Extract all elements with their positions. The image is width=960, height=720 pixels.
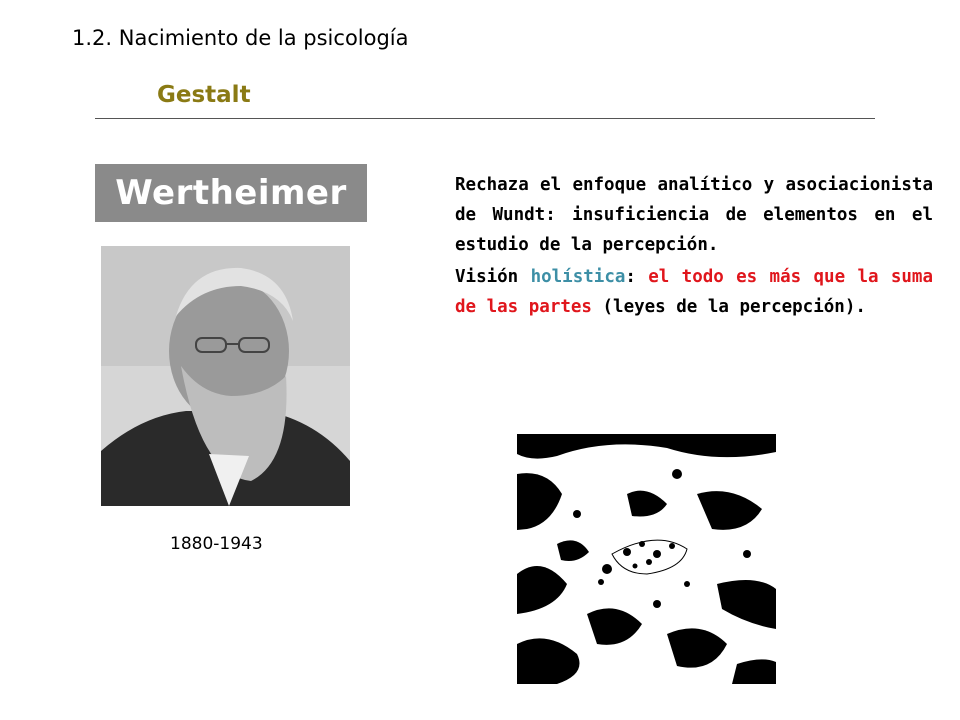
description-text xyxy=(455,170,933,324)
paragraph-analytic-approach: Rechaza el enfoque analítico y asociacionista de Wundt: insuficiencia de elementos en el estudio de la percepción. xyxy=(455,175,933,255)
name-banner: Wertheimer xyxy=(95,164,367,222)
subtitle-gestalt: Gestalt xyxy=(157,82,251,108)
paragraph-holistic-vision xyxy=(455,262,933,322)
lifespan-years: 1880-1943 xyxy=(170,534,263,554)
holistic-suffix: (leyes de la percepción). xyxy=(591,297,866,317)
holistic-term: holística xyxy=(530,267,626,287)
dalmatian-illusion-image xyxy=(517,434,776,684)
holistic-prefix: Visión xyxy=(455,267,531,287)
holistic-highlight: el todo es más que la suma de las partes xyxy=(455,267,933,317)
section-title: 1.2. Nacimiento de la psicología xyxy=(72,26,409,50)
holistic-colon: : xyxy=(625,267,649,287)
header-divider xyxy=(95,118,875,119)
portrait-photo xyxy=(101,246,350,506)
